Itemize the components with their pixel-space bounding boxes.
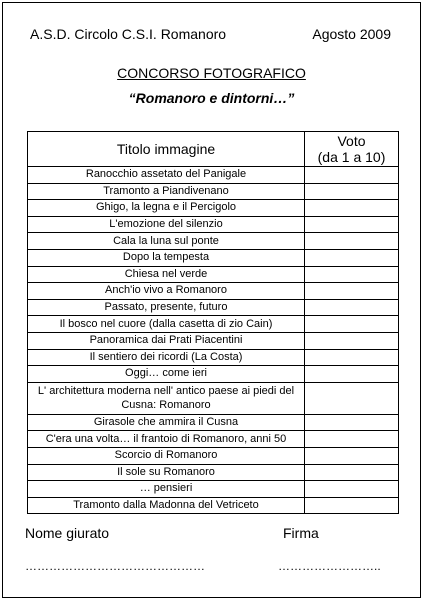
- photo-title: Il sentiero dei ricordi (La Costa): [28, 349, 305, 366]
- photo-title: Ranocchio assetato del Panigale: [28, 167, 305, 184]
- photo-title: C'era una volta… il frantoio di Romanoro, anni 50: [28, 431, 305, 448]
- table-row: [28, 167, 399, 184]
- photo-title: Chiesa nel verde: [28, 266, 305, 283]
- vote-cell[interactable]: [305, 332, 399, 349]
- photo-title: Ghigo, la legna e il Percigolo: [28, 200, 305, 217]
- signature-line[interactable]: ……………………..: [278, 559, 381, 573]
- table-row: [28, 464, 399, 481]
- table-row: [28, 233, 399, 250]
- table-row: [28, 316, 399, 333]
- vote-cell[interactable]: [305, 431, 399, 448]
- contest-subtitle: “Romanoro e dintorni…”: [128, 90, 295, 106]
- table-row: [28, 382, 399, 414]
- table-row: [28, 431, 399, 448]
- table-row: [28, 216, 399, 233]
- table-row: [28, 266, 399, 283]
- table-row: [28, 183, 399, 200]
- photo-title: Cala la luna sul ponte: [28, 233, 305, 250]
- table-row: [28, 299, 399, 316]
- photo-title: Anch'io vivo a Romanoro: [28, 283, 305, 300]
- column-header-vote: Voto (da 1 a 10): [305, 132, 399, 167]
- table-row: [28, 447, 399, 464]
- association-name: A.S.D. Circolo C.S.I. Romanoro: [30, 26, 227, 42]
- vote-cell[interactable]: [305, 249, 399, 266]
- contest-title: CONCORSO FOTOGRAFICO: [117, 65, 306, 81]
- photo-title: Tramonto a Piandivenano: [28, 183, 305, 200]
- table-header-row: [28, 132, 399, 167]
- vote-cell[interactable]: [305, 382, 399, 414]
- photo-title: L'emozione del silenzio: [28, 216, 305, 233]
- vote-cell[interactable]: [305, 216, 399, 233]
- vote-cell[interactable]: [305, 183, 399, 200]
- vote-cell[interactable]: [305, 464, 399, 481]
- vote-cell[interactable]: [305, 299, 399, 316]
- vote-cell[interactable]: [305, 366, 399, 383]
- vote-cell[interactable]: [305, 481, 399, 498]
- vote-cell[interactable]: [305, 497, 399, 514]
- column-header-title: Titolo immagine: [28, 132, 305, 167]
- photo-title: Dopo la tempesta: [28, 249, 305, 266]
- ballot-sheet: [2, 2, 421, 598]
- signature-label: Firma: [283, 525, 319, 541]
- vote-cell[interactable]: [305, 266, 399, 283]
- photo-title: … pensieri: [28, 481, 305, 498]
- table-row: [28, 481, 399, 498]
- table-row: [28, 497, 399, 514]
- table-row: [28, 366, 399, 383]
- vote-cell[interactable]: [305, 283, 399, 300]
- table-row: [28, 414, 399, 431]
- photo-title: L' architettura moderna nell' antico paese ai piedi del Cusna: Romanoro: [28, 382, 305, 414]
- vote-cell[interactable]: [305, 167, 399, 184]
- photo-title: Scorcio di Romanoro: [28, 447, 305, 464]
- document-date: Agosto 2009: [312, 26, 391, 42]
- photo-title: Il sole su Romanoro: [28, 464, 305, 481]
- vote-cell[interactable]: [305, 200, 399, 217]
- photo-title: Girasole che ammira il Cusna: [28, 414, 305, 431]
- entries-table: [27, 131, 399, 514]
- photo-title: Passato, presente, futuro: [28, 299, 305, 316]
- photo-title: Oggi… come ieri: [28, 366, 305, 383]
- photo-title: Panoramica dai Prati Piacentini: [28, 332, 305, 349]
- vote-cell[interactable]: [305, 447, 399, 464]
- vote-cell[interactable]: [305, 414, 399, 431]
- table-row: [28, 200, 399, 217]
- table-row: [28, 283, 399, 300]
- juror-name-line[interactable]: ………………………………………: [25, 559, 205, 573]
- table-row: [28, 349, 399, 366]
- vote-cell[interactable]: [305, 316, 399, 333]
- table-row: [28, 249, 399, 266]
- table-row: [28, 332, 399, 349]
- vote-cell[interactable]: [305, 349, 399, 366]
- juror-name-label: Nome giurato: [25, 525, 110, 541]
- vote-cell[interactable]: [305, 233, 399, 250]
- photo-title: Il bosco nel cuore (dalla casetta di zio Cain): [28, 316, 305, 333]
- photo-title: Tramonto dalla Madonna del Vetriceto: [28, 497, 305, 514]
